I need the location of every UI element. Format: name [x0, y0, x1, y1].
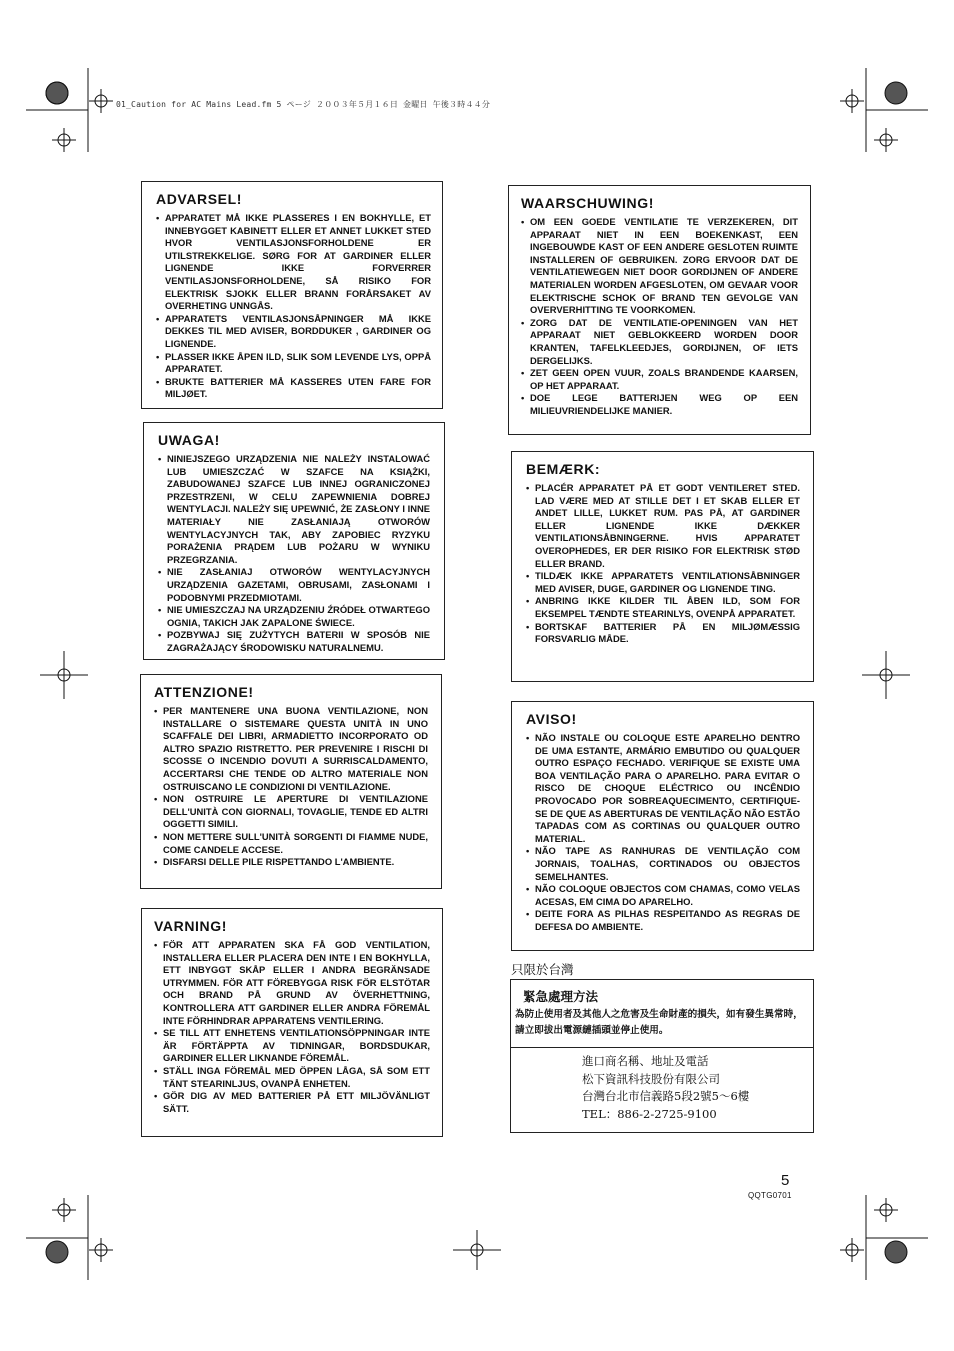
- file-header-line: 01_Caution for AC Mains Lead.fm 5 ページ ２００３年５月１６日 金曜日 午後３時４４分: [116, 100, 491, 109]
- section-title: UWAGA!: [158, 432, 220, 448]
- list-item: • POZBYWAJ SIĘ ZUŻYTYCH BATERII W SPOSÓB NIE ZAGRAŻAJĄCY ŚRODOWISKU NATURALNEMU.: [158, 629, 430, 654]
- warning-list: [158, 453, 430, 655]
- section-norwegian: [141, 181, 443, 409]
- list-item: • PLASSER IKKE ÅPEN ILD, SLIK SOM LEVENDE LYS, OPPÅ APPARATET.: [156, 351, 431, 376]
- list-item: • DISFARSI DELLE PILE RISPETTANDO L'AMBIENTE.: [154, 856, 428, 869]
- list-item: • ZORG DAT DE VENTILATIE-OPENINGEN VAN HET APPARAAT NIET GEBLOKKEERD WORDEN DOOR KRANTEN, TAFELKLEEDJES, GORDIJNEN, OF IETS DERGELIJKS.: [521, 317, 798, 367]
- list-item: • OM EEN GOEDE VENTILATIE TE VERZEKEREN, DIT APPARAAT NIET IN EEN BOEKENKAST, EEN INGEBOUWDE KAST OF EEN ANDERE GESLOTEN RUIMTE INSTALLEREN OF GEBRUIKEN. ZORG ERVOOR DAT DE VENTILATIEWEGEN NIET DOOR GORDIJNEN OF ANDERE MATERIALEN WORDEN AFGESLOTEN, OM GEVAAR VOOR ELEKTRISCHE SCHOK OF BRAND TEN GEVOLGE VAN OVERVERHITTING TE VOORKOMEN.: [521, 216, 798, 317]
- section-danish: [511, 451, 814, 682]
- contact-line: TEL：886-2-2725-9100: [582, 1106, 717, 1121]
- section-title: ATTENZIONE!: [154, 684, 254, 700]
- list-item: • BORTSKAF BATTERIER PÅ EN MILJØMÆSSIG FORSVARLIG MÅDE.: [526, 621, 800, 646]
- list-item: • TILDÆK IKKE APPARATETS VENTILATIONSÅBNINGER MED AVISER, DUGE, GARDINER OG LIGNENDE TING.: [526, 570, 800, 595]
- warning-list: [526, 732, 800, 934]
- list-item: • NON OSTRUIRE LE APERTURE DI VENTILAZIONE DELL'UNITÀ CON GIORNALI, TOVAGLIE, TENDE ED ALTRI OGGETTI SIMILI.: [154, 793, 428, 831]
- warning-list: [521, 216, 798, 418]
- list-item: • APPARATET MÅ IKKE PLASSERES I EN BOKHYLLE, ET INNEBYGGET KABINETT ELLER ET ANNET LUKKET STED HVOR VENTILASJONSFORHOLDENE ER UTILSTREKKELIGE. SØRG FOR AT GARDINER ELLER LIGNENDE IKKE FORVERRER VENTILASJONSFORHOLDENE, SÅ RISIKO FOR ELEKTRISK SJOKK ELLER BRANN FORÅRSAKET AV OVERHETING UNNGÅS.: [156, 212, 431, 313]
- section-title: ADVARSEL!: [156, 191, 243, 207]
- list-item: • NIE UMIESZCZAJ NA URZĄDZENIU ŹRÓDEŁ OTWARTEGO OGNIA, TAKICH JAK ZAPALONE ŚWIECE.: [158, 604, 430, 629]
- taiwan-title: 緊急處理方法: [523, 989, 599, 1004]
- list-item: • ANBRING IKKE KILDER TIL ÅBEN ILD, SOM FOR EKSEMPEL TÆNDTE STEARINLYS, OVENPÅ APPARATET.: [526, 595, 800, 620]
- list-item: • DOE LEGE BATTERIJEN WEG OP EEN MILIEUVRIENDELIJKE MANIER.: [521, 392, 798, 417]
- document-code: QQTG0701: [748, 1191, 792, 1200]
- section-title: VARNING!: [154, 918, 227, 934]
- list-item: • PER MANTENERE UNA BUONA VENTILAZIONE, NON INSTALLARE O SISTEMARE QUESTA UNITÀ IN UNO SCAFFALE DEI LIBRI, ARMADIETTO INCORPORATO OD ALTRO SPAZIO RISTRETTO. PER PREVENIRE I RISCHI DI SCOSSE O INCENDIO DOVUTI A SURRISCALDAMENTO, ACCERTARSI CHE TENDE OD ALTRO MATERIALE NON OSTRUISCANO LE CONDIZIONI DI VENTILAZIONE.: [154, 705, 428, 793]
- warning-list: [154, 705, 428, 869]
- list-item: • SE TILL ATT ENHETENS VENTILATIONSÖPPNINGAR INTE ÄR FÖRTÄPPTA AV TIDNINGAR, BORDSDUKAR, GARDINER ELLER LIKNANDE FÖREMÅL.: [154, 1027, 430, 1065]
- list-item: • NIE ZASŁANIAJ OTWORÓW WENTYLACYJNYCH URZĄDZENIA GAZETAMI, OBRUSAMI, ZASŁONAMI I PODOBNYMI PRZEDMIOTAMI.: [158, 566, 430, 604]
- list-item: • STÄLL INGA FÖREMÅL MED ÖPPEN LÅGA, SÅ SOM ETT TÄNT STEARINLJUS, OVANPÅ ENHETEN.: [154, 1065, 430, 1090]
- contact-line: 進口商名稱、地址及電話: [582, 1054, 709, 1068]
- warning-list: [156, 212, 431, 401]
- section-italian: [140, 674, 442, 889]
- warning-list: [154, 939, 430, 1115]
- page-number: 5: [781, 1172, 790, 1189]
- list-item: • NINIEJSZEGO URZĄDZENIA NIE NALEŻY INSTALOWAĆ LUB UMIESZCZAĆ W SZAFCE NA KSIĄŻKI, ZABUDOWANEJ SZAFCE LUB INNEJ OGRANICZONEJ PRZESTRZENI, W CELU ZAPEWNIENIA DOBREJ WENTYLACJI. NALEŻY SIĘ UPEWNIĆ, ŻE ZASŁONY I INNE MATERIAŁY NIE ZASŁANIAJĄ OTWORÓW WENTYLACYJNYCH TAK, ABY ZAPOBIEC RYZYKU PORAŻENIA PRĄDEM LUB POŻARU W WYNIKU PRZEGRZANIA.: [158, 453, 430, 566]
- section-title: AVISO!: [526, 711, 577, 727]
- list-item: • ZET GEEN OPEN VUUR, ZOALS BRANDENDE KAARSEN, OP HET APPARAAT.: [521, 367, 798, 392]
- list-item: • DEITE FORA AS PILHAS RESPEITANDO AS REGRAS DE DEFESA DO AMBIENTE.: [526, 908, 800, 933]
- importer-contact: [582, 1053, 749, 1123]
- section-swedish: [141, 908, 443, 1137]
- section-polish: [143, 422, 445, 660]
- section-portuguese: [511, 701, 814, 951]
- list-item: • NON METTERE SULL'UNITÀ SORGENTI DI FIAMME NUDE, COME CANDELE ACCESE.: [154, 831, 428, 856]
- taiwan-text: 為防止使用者及其他人之危害及生命財產的損失，如有發生異常時，請立即拔出電源縺插頭並停止使用。: [515, 1009, 803, 1036]
- list-item: • NÃO TAPE AS RANHURAS DE VENTILAÇÃO COM JORNAIS, TOALHAS, CORTINADOS OU OBJECTOS SEMELHANTES.: [526, 845, 800, 883]
- section-title: WAARSCHUWING!: [521, 195, 655, 211]
- list-item: • PLACÉR APPARATET PÅ ET GODT VENTILERET STED. LAD VÆRE MED AT STILLE DET I ET SKAB ELLER ET ANDET LILLE, LUKKET RUM. PAS PÅ, AT GARDINER ELLER LIGNENDE IKKE DÆKKER VENTILATIONSÅBNINGERNE. HVIS APPARATET OVEROPHEDES, ER DER RISIKO FOR ELEKTRISK STØD ELLER BRAND.: [526, 482, 800, 570]
- list-item: • GÖR DIG AV MED BATTERIER PÅ ETT MILJÖVÄNLIGT SÄTT.: [154, 1090, 430, 1115]
- taiwan-only-label: 只限於台灣: [511, 962, 574, 977]
- list-item: • FÖR ATT APPARATEN SKA FÅ GOD VENTILATION, INSTALLERA ELLER PLACERA DEN INTE I EN BOKHYLLA, ETT INBYGGT SKÅP ELLER I ANDRA BEGRÄNSADE UTRYMMEN. FÖR ATT FÖREBYGGA RISK FÖR ELSTÖTAR OCH BRAND PÅ GRUND AV ÖVERHETTNING, KONTROLLERA ATT GARDINER ELLER ANDRA FÖREMÅL INTE FÖRHINDRAR APPARATENS VENTILERING.: [154, 939, 430, 1027]
- list-item: • NÃO COLOQUE OBJECTOS COM CHAMAS, COMO VELAS ACESAS, EM CIMA DO APARELHO.: [526, 883, 800, 908]
- list-item: • APPARATETS VENTILASJONSÅPNINGER MÅ IKKE DEKKES TIL MED AVISER, BORDDUKER , GARDINER OG LIGNENDE.: [156, 313, 431, 351]
- divider: [511, 1047, 813, 1048]
- contact-line: 松下資訊科技股份有限公司: [582, 1071, 720, 1086]
- section-title: BEMÆRK:: [526, 461, 601, 477]
- list-item: • BRUKTE BATTERIER MÅ KASSERES UTEN FARE FOR MILJØET.: [156, 376, 431, 401]
- contact-line: 台灣台北市信義路5段2號5～6樓: [582, 1089, 750, 1103]
- taiwan-emergency-box: [510, 979, 814, 1133]
- list-item: • NÃO INSTALE OU COLOQUE ESTE APARELHO DENTRO DE UMA ESTANTE, ARMÁRIO EMBUTIDO OU QUALQUER OUTRO ESPAÇO FECHADO. VERIFIQUE SE EXISTE UMA BOA VENTILAÇÃO PARA O APARELHO. PARA EVITAR O RISCO DE CHOQUE ELÉCTRICO OU INCÊNDIO PROVOCADO POR SOBREAQUECIMENTO, CERTIFIQUE-SE DE QUE AS ABERTURAS DE VENTILAÇÃO NÃO ESTÃO TAPADAS COM AS CORTINAS OU QUALQUER OUTRO MATERIAL.: [526, 732, 800, 845]
- section-dutch: [508, 185, 811, 435]
- warning-list: [526, 482, 800, 646]
